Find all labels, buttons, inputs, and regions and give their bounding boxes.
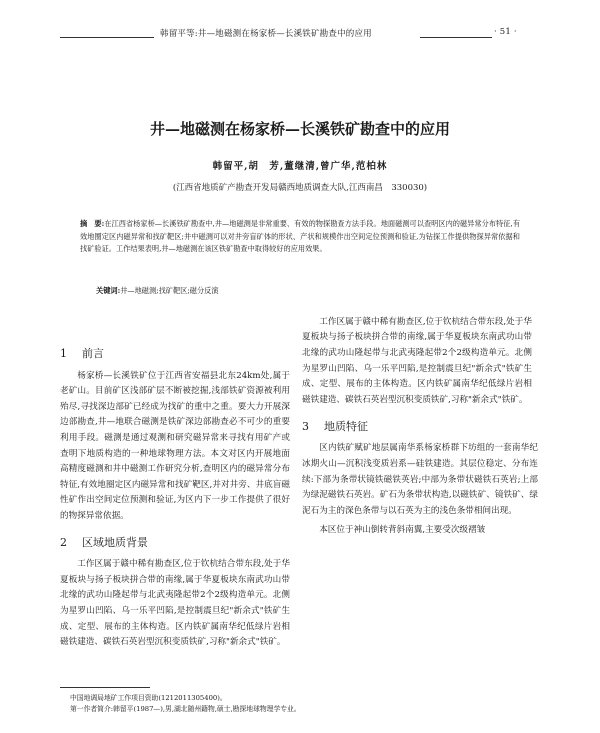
left-column [60,346,290,648]
abstract-block [80,218,520,256]
section-1-paragraph: 杨家桥—长溪铁矿位于江西省安福县北东24km处,属于老矿山。目前矿区浅部矿层不断被挖掘,浅部铁矿资源被利用殆尽,寻找深边部矿已经成为找矿的重中之重。要大力开展深边部勘查,井—地联合磁测是铁矿深边部勘查必不可少的重要利用手段。磁测是通过观测和研究磁异常来寻找有用矿产或查明下地质构造的一种地球物理方法。本文对区内开展地面高精度磁测和井中磁测工作研究分析,查明区内的磁异常分布特征,有效地圈定区内磁异常和找矿靶区,并对井旁、井底盲磁性矿作出空间定位预测和验证,为区内下一步工作提供了很好的物探异常依据。 [60,370,290,521]
header-rule-right [420,37,492,38]
section-heading-1: 1 前言 [60,347,104,360]
running-title: 韩留平等:井—地磁测在杨家桥—长溪铁矿勘查中的应用 [160,29,372,39]
section-heading-2: 2 区域地质背景 [60,535,148,549]
keywords-line [96,285,516,298]
section-2-paragraph: 工作区属于赣中稀有勘查区,位于钦杭结合带东段,处于华夏板块与扬子板块拼合带的南缘,属于华夏板块东南武功山带北缘的武功山隆起带与北武夷隆起带2个2级构造单元。北侧为星罗山凹陷、乌一乐平凹陷,是控制震旦纪"新余式"铁矿生成、定型、展布的主体构造。区内铁矿属南华纪低绿片岩相磁铁建造、碳铁石英岩型沉积变质铁矿,习称"新余式"铁矿。 [60,559,290,648]
article-title: 井—地磁测在杨家桥—长溪铁矿勘查中的应用 [149,120,450,138]
page-number: · 51 · [494,27,517,37]
abstract-text: 在江西省杨家桥—长溪铁矿勘查中,井—地磁测是非常重要、有效的物探勘查方法手段。地面磁测可以查明区内的磁异常分布特征,有效地圈定区内磁异常和找矿靶区;井中磁测可以对井旁盲矿体的形状、产状和规模作出空间定位预测和验证,为钻探工作提供物探异常依据和找矿验证。工作结果表明,井—地磁测在该区铁矿勘查中取得较好的应用效果。 [80,219,521,253]
right-column [302,316,538,539]
article-authors: 韩留平,胡 芳,董继清,曾广华,范柏林 [212,161,388,172]
footnote-rule [60,687,150,688]
keywords-text: 井—地磁测;找矿靶区;磁分反演 [120,286,219,295]
article-affiliation: (江西省地质矿产勘查开发局赣西地质调查大队,江西南昌 330030) [172,183,428,193]
section-3-paragraph-1: 区内铁矿赋矿地层属南华系杨家桥群下坊组的一套南华纪冰期火山—沉积浅变质岩系—硅铁建造。其层位稳定、分布连续:下部为条带状镜铁磁铁英岩;中部为条带状磁铁石英岩;上部为绿泥磁铁石英岩。矿石为条带状构造,以磁铁矿、镜铁矿、绿泥石为主的深色条带与以石英为主的浅色条带相间出现。 [302,443,538,516]
keywords-label: 关键词: [96,286,121,295]
section-3-paragraph-2: 本区位于神山倒转背斜南翼,主要受次级褶皱 [319,525,486,536]
abstract-label: 摘 要: [80,219,105,228]
footnote-author: 第一作者简介:韩留平(1987—),男,湖北随州籍物,硕士,勘探地球物理学专业。 [70,704,301,713]
section-heading-3: 3 地质特征 [302,419,368,433]
footnote-block [70,693,530,714]
section-2-continued-text: 工作区属于赣中稀有勘查区,位于钦杭结合带东段,处于华夏板块与扬子板块拼合带的南缘,属于华夏板块东南武功山带北缘的武功山隆起带与北武夷隆起带2个2级构造单元。北侧为星罗山凹陷、乌一乐平凹陷,是控制震旦纪"新余式"铁矿生成、定型、展布的主体构造。区内铁矿属南华纪低绿片岩相磁铁建造、碳铁石英岩型沉积变质铁矿,习称"新余式"铁矿。 [302,316,532,405]
footnote-fund: 中国地调局地矿工作项目资助(1212011305400)。 [70,694,227,702]
header-rule-left [60,37,154,38]
section-2-paragraph-continued [302,315,538,409]
